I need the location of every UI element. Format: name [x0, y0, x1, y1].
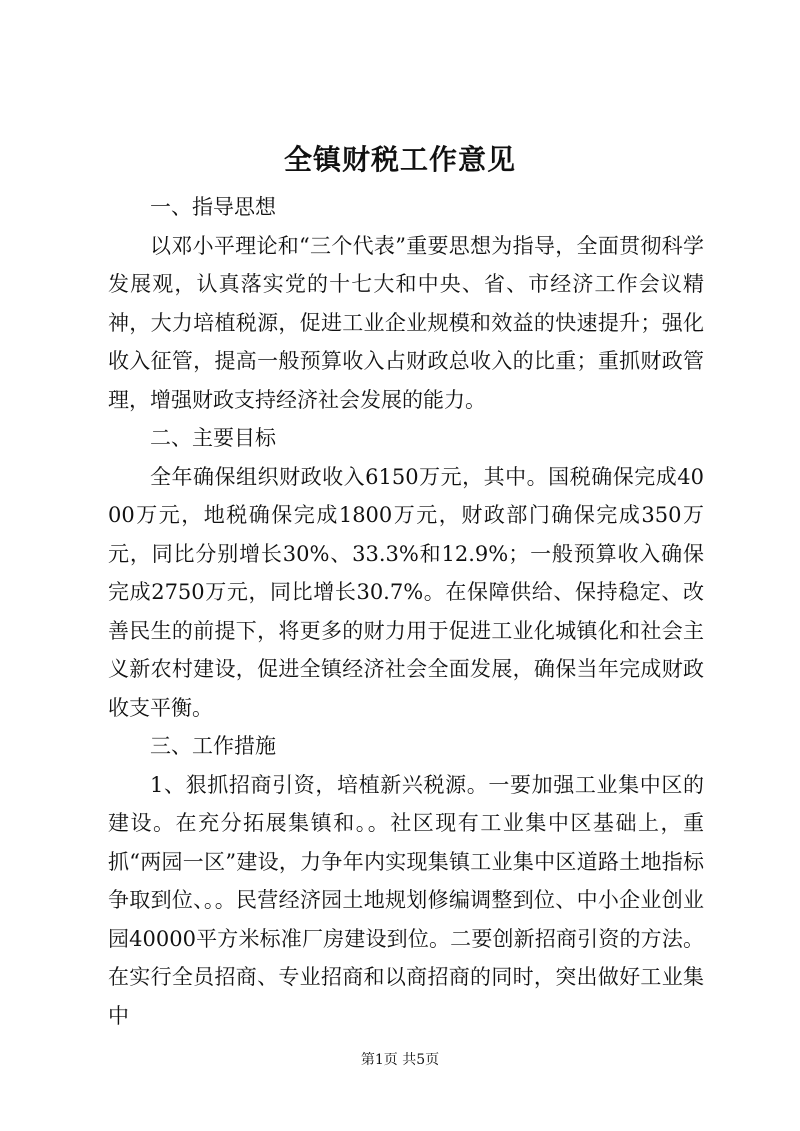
page-footer: 第1页 共5页: [360, 1052, 440, 1068]
page-title: 全镇财税工作意见: [283, 143, 516, 176]
paragraph: 全年确保组织财政收入6150万元，其中。国税确保完成4000万元，地税确保完成1800万元，财政部门确保完成350万元，同比分别增长30%、33.3%和12.9%；一般预算收入确保完成2750万元，同比增长30.7%。在保障供给、保持稳定、改善民生的前提下，将更多的财力用于促进工业化城镇化和社会主义新农村建设，促进全镇经济社会全面发展，确保当年完成财政收支平衡。: [108, 464, 704, 720]
paragraph: 1、狠抓招商引资，培植新兴税源。一要加强工业集中区的建设。在充分拓展集镇和。。社区现有工业集中区基础上，重抓“两园一区”建设，力争年内实现集镇工业集中区道路土地指标争取到位、。。民营经济园土地规划修编调整到位、中小企业创业园40000平方米标准厂房建设到位。二要创新招商引资的方法。在实行全员招商、专业招商和以商招商的同时，突出做好工业集中: [108, 772, 704, 1028]
section-guiding-thought: [108, 188, 704, 419]
paragraph: 以邓小平理论和“三个代表”重要思想为指导，全面贯彻科学发展观，认真落实党的十七大和中央、省、市经济工作会议精神，大力培植税源，促进工业企业规模和效益的快速提升；强化收入征管，提高一般预算收入占财政总收入的比重；重抓财政管理，增强财政支持经济社会发展的能力。: [108, 233, 704, 412]
section-heading: 三、工作措施: [150, 734, 276, 758]
section-main-goals: [108, 419, 704, 727]
section-heading: 二、主要目标: [150, 426, 276, 450]
section-work-measures: [108, 727, 704, 1035]
document-body: [108, 188, 704, 1035]
section-heading: 一、指导思想: [150, 195, 276, 219]
